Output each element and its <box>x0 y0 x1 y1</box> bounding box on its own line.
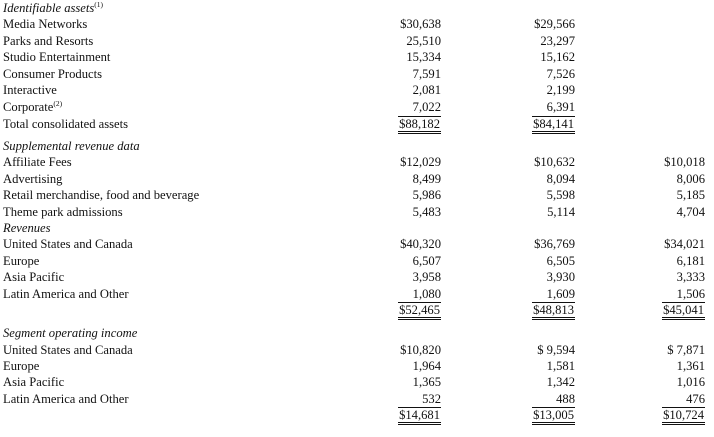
value-col3: $10,018 <box>664 155 705 169</box>
section-heading-supplemental-revenue <box>0 138 714 154</box>
total-row <box>0 302 714 318</box>
value-col1: 1,964 <box>412 359 441 373</box>
table-row <box>0 236 714 252</box>
value-col1: 532 <box>422 391 441 406</box>
table-row <box>0 204 714 220</box>
total-col1: $14,681 <box>398 407 441 425</box>
section-heading-segment-operating-income <box>0 325 714 341</box>
row-label: Latin America and Other <box>3 287 129 301</box>
value-col3: 5,185 <box>676 188 705 202</box>
value-col1: 15,334 <box>406 50 441 64</box>
value-col2: 6,391 <box>546 99 575 114</box>
total-col2: $84,141 <box>532 116 575 134</box>
table-row <box>0 269 714 285</box>
value-col2: 5,598 <box>546 188 575 202</box>
row-label: Advertising <box>3 171 63 186</box>
table-row <box>0 374 714 390</box>
value-col1: $12,029 <box>400 155 441 169</box>
table-row <box>0 82 714 98</box>
value-col1: 8,499 <box>412 171 441 186</box>
heading-text: Identifiable assets <box>3 1 95 15</box>
value-col1: 3,958 <box>412 269 441 284</box>
row-label: Corporate <box>3 99 54 114</box>
value-col1: 7,022 <box>412 99 441 114</box>
total-col1: $88,182 <box>398 116 441 134</box>
table-row <box>0 286 714 302</box>
value-col1: $10,820 <box>400 342 441 357</box>
total-col3: $10,724 <box>662 407 705 425</box>
value-col2: 23,297 <box>540 33 575 48</box>
table-row <box>0 187 714 203</box>
table-row <box>0 171 714 187</box>
row-label: Studio Entertainment <box>3 50 111 64</box>
footnote-marker: (1) <box>94 0 104 9</box>
value-col1: 5,986 <box>412 188 441 202</box>
total-row <box>0 407 714 423</box>
row-label: Parks and Resorts <box>3 33 94 48</box>
value-col3: 1,361 <box>676 359 705 373</box>
value-col1: 2,081 <box>412 83 441 97</box>
value-col2: 3,930 <box>546 269 575 284</box>
total-col1: $52,465 <box>398 302 441 320</box>
value-col2: 5,114 <box>547 204 575 219</box>
value-col1: $40,320 <box>400 237 441 251</box>
table-row <box>0 16 714 32</box>
value-col1: 1,365 <box>412 375 441 389</box>
value-col2: 2,199 <box>546 83 575 97</box>
value-col2: 7,526 <box>546 66 575 81</box>
table-row <box>0 391 714 407</box>
footnote-marker: (2) <box>53 98 63 108</box>
table-row <box>0 99 714 115</box>
value-col2: $29,566 <box>534 17 575 31</box>
value-col3: 8,006 <box>676 171 705 186</box>
table-row <box>0 342 714 358</box>
row-label: Latin America and Other <box>3 391 129 406</box>
heading-text: Supplemental revenue data <box>3 139 140 153</box>
table-row <box>0 33 714 49</box>
table-row <box>0 358 714 374</box>
value-col1: 25,510 <box>406 33 441 48</box>
value-col1: 6,507 <box>412 253 441 268</box>
value-col2: 1,342 <box>546 375 575 389</box>
value-col3: $ 7,871 <box>667 342 705 357</box>
row-label: United States and Canada <box>3 237 133 251</box>
heading-text: Segment operating income <box>3 326 138 340</box>
total-col3: $45,041 <box>662 302 705 320</box>
total-row <box>0 116 714 132</box>
heading-text: Revenues <box>3 220 51 235</box>
row-label: Retail merchandise, food and beverage <box>3 188 200 202</box>
value-col1: 7,591 <box>412 66 441 81</box>
value-col2: $10,632 <box>534 155 575 169</box>
row-label: Interactive <box>3 83 57 97</box>
row-label: Europe <box>3 253 40 268</box>
row-label: Consumer Products <box>3 66 102 81</box>
value-col2: $ 9,594 <box>537 342 575 357</box>
row-label: Media Networks <box>3 17 88 31</box>
row-label: Asia Pacific <box>3 375 65 389</box>
row-label: Total consolidated assets <box>3 117 129 131</box>
value-col1: $30,638 <box>400 17 441 31</box>
table-row <box>0 253 714 269</box>
table-row <box>0 49 714 65</box>
value-col1: 5,483 <box>412 204 441 219</box>
value-col2: 1,581 <box>546 359 575 373</box>
value-col3: 1,016 <box>676 375 705 389</box>
value-col2: $36,769 <box>534 237 575 251</box>
value-col1: 1,080 <box>412 287 441 301</box>
value-col3: 6,181 <box>676 253 705 268</box>
row-label: Europe <box>3 359 40 373</box>
section-heading-revenues <box>0 220 714 236</box>
row-label: Theme park admissions <box>3 204 123 219</box>
row-label: United States and Canada <box>3 342 133 357</box>
table-row <box>0 66 714 82</box>
value-col3: 1,506 <box>676 287 705 301</box>
value-col3: $34,021 <box>664 237 705 251</box>
total-col2: $48,813 <box>532 302 575 320</box>
row-label: Asia Pacific <box>3 269 65 284</box>
value-col2: 15,162 <box>540 50 575 64</box>
value-col2: 488 <box>556 391 575 406</box>
section-heading-identifiable-assets <box>0 0 714 16</box>
value-col3: 476 <box>686 391 705 406</box>
value-col2: 6,505 <box>546 253 575 268</box>
value-col2: 1,609 <box>546 287 575 301</box>
table-row <box>0 154 714 170</box>
value-col3: 3,333 <box>676 269 705 284</box>
value-col2: 8,094 <box>546 171 575 186</box>
value-col3: 4,704 <box>676 204 705 219</box>
row-label: Affiliate Fees <box>3 155 72 169</box>
total-col2: $13,005 <box>532 407 575 425</box>
